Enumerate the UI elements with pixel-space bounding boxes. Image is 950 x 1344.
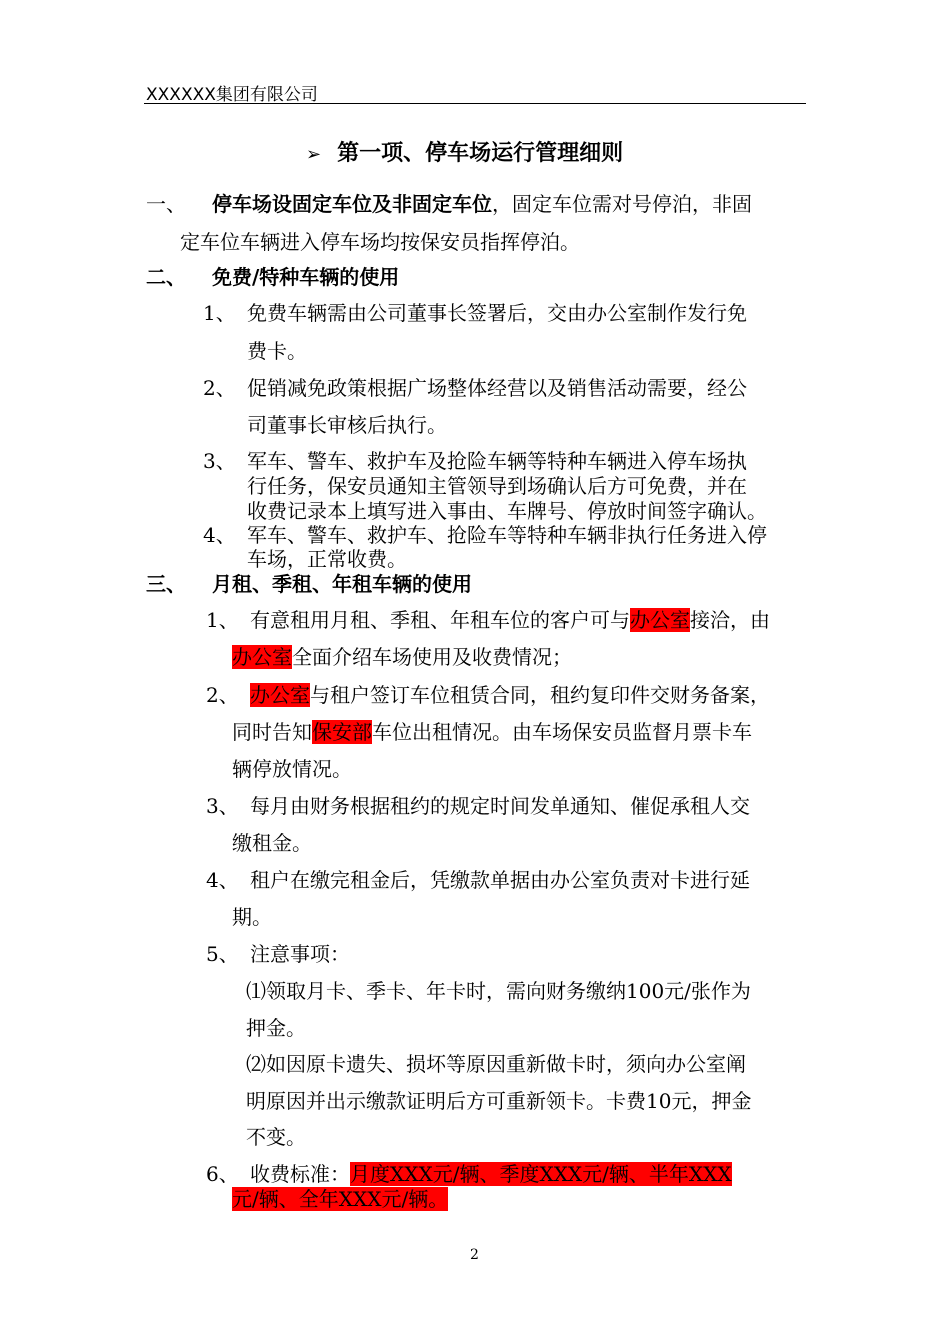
s3-item-3-number: 3、 [206, 794, 239, 818]
s3-item-5-label: 注意事项： [250, 942, 350, 966]
s3-item-6-label: 收费标准： [250, 1162, 350, 1186]
section-2-heading: 免费/特种车辆的使用 [212, 265, 400, 289]
s3-item-1-line-2 [232, 644, 572, 670]
page-title-text: 第一项、停车场运行管理细则 [337, 141, 624, 166]
company-header: XXXXXX集团有限公司 [146, 85, 318, 105]
s2-item-3-line-2: 行任务，保安员通知主管领导到场确认后方可免费，并在 [247, 474, 747, 498]
s3-item-1-number: 1、 [206, 608, 239, 632]
section-1-number: 一、 [146, 192, 186, 216]
s3-item-5-sub-2-line-1: ⑵如因原卡遗失、损坏等原因重新做卡时，须向办公室阐 [246, 1052, 746, 1076]
highlight-security-dept: 保安部 [312, 720, 372, 744]
s2-item-3-line-1: 军车、警车、救护车及抢险车辆等特种车辆进入停车场执 [247, 449, 747, 473]
highlight-office: 办公室 [250, 683, 310, 707]
s2-item-4-number: 4、 [203, 523, 236, 547]
s3-item-5-sub-2-line-2: 明原因并出示缴款证明后方可重新领卡。卡费10元，押金 [246, 1089, 752, 1113]
s3-item-6-number: 6、 [206, 1162, 239, 1186]
s2-item-4-line-1: 军车、警车、救护车、抢险车等特种车辆非执行任务进入停 [247, 523, 767, 547]
s3-item-2-line-1 [250, 682, 770, 708]
s3-item-2-number: 2、 [206, 683, 239, 707]
s3-item-1-text-a: 有意租用月租、季租、年租车位的客户可与 [250, 608, 630, 632]
highlight-fee-standard: 元/辆、全年XXX元/辆。 [232, 1187, 449, 1211]
s3-item-1-text-b: 接洽，由 [690, 608, 770, 632]
s3-item-2-text-c: 车位出租情况。由车场保安员监督月票卡车 [372, 720, 752, 744]
s3-item-4-line-2: 期。 [232, 905, 272, 929]
s3-item-6-line-2 [232, 1186, 448, 1212]
s3-item-5-sub-1-line-1: ⑴领取月卡、季卡、年卡时，需向财务缴纳100元/张作为 [246, 979, 751, 1003]
section-1-rest: ，固定车位需对号停泊，非固 [492, 192, 752, 216]
section-2-number: 二、 [146, 265, 186, 289]
s3-item-1-text-c: 全面介绍车场使用及收费情况； [292, 645, 572, 669]
arrow-bullet-icon: ➢ [306, 144, 322, 165]
section-1-bold: 停车场设固定车位及非固定车位 [212, 192, 492, 216]
page-title [306, 136, 623, 167]
s3-item-6-line-1 [250, 1161, 732, 1187]
highlight-fee-standard: 月度XXX元/辆、季度XXX元/辆、半年XXX [350, 1162, 732, 1186]
s3-item-2-text-a: 与租户签订车位租赁合同，租约复印件交财务备案， [310, 683, 770, 707]
section-1-line-1 [212, 191, 752, 217]
section-3-heading: 月租、季租、年租车辆的使用 [212, 572, 472, 596]
s3-item-2-line-3: 辆停放情况。 [232, 757, 352, 781]
s2-item-2-line-2: 司董事长审核后执行。 [247, 413, 447, 437]
s2-item-1-line-1: 免费车辆需由公司董事长签署后，交由办公室制作发行免 [247, 301, 747, 325]
s3-item-5-sub-2-line-3: 不变。 [246, 1125, 306, 1149]
highlight-office: 办公室 [630, 608, 690, 632]
s2-item-4-line-2: 车场，正常收费。 [247, 547, 407, 571]
s3-item-4-line-1: 租户在缴完租金后，凭缴款单据由办公室负责对卡进行延 [250, 868, 750, 892]
section-1-line-2: 定车位车辆进入停车场均按保安员指挥停泊。 [180, 230, 580, 254]
s2-item-3-number: 3、 [203, 449, 236, 473]
page-number: 2 [470, 1247, 479, 1263]
s2-item-2-line-1: 促销减免政策根据广场整体经营以及销售活动需要，经公 [247, 376, 747, 400]
s2-item-2-number: 2、 [203, 376, 236, 400]
highlight-office: 办公室 [232, 645, 292, 669]
s3-item-5-number: 5、 [206, 942, 239, 966]
s3-item-3-line-2: 缴租金。 [232, 831, 312, 855]
s2-item-3-line-3: 收费记录本上填写进入事由、车牌号、停放时间签字确认。 [247, 499, 767, 523]
s3-item-4-number: 4、 [206, 868, 239, 892]
s3-item-3-line-1: 每月由财务根据租约的规定时间发单通知、催促承租人交 [250, 794, 750, 818]
s3-item-5-sub-1-line-2: 押金。 [246, 1016, 306, 1040]
section-3-number: 三、 [146, 572, 186, 596]
s2-item-1-line-2: 费卡。 [247, 339, 307, 363]
header-rule [144, 103, 806, 104]
s3-item-1-line-1 [250, 607, 770, 633]
s2-item-1-number: 1、 [203, 301, 236, 325]
s3-item-2-text-b: 同时告知 [232, 720, 312, 744]
s3-item-2-line-2 [232, 719, 752, 745]
